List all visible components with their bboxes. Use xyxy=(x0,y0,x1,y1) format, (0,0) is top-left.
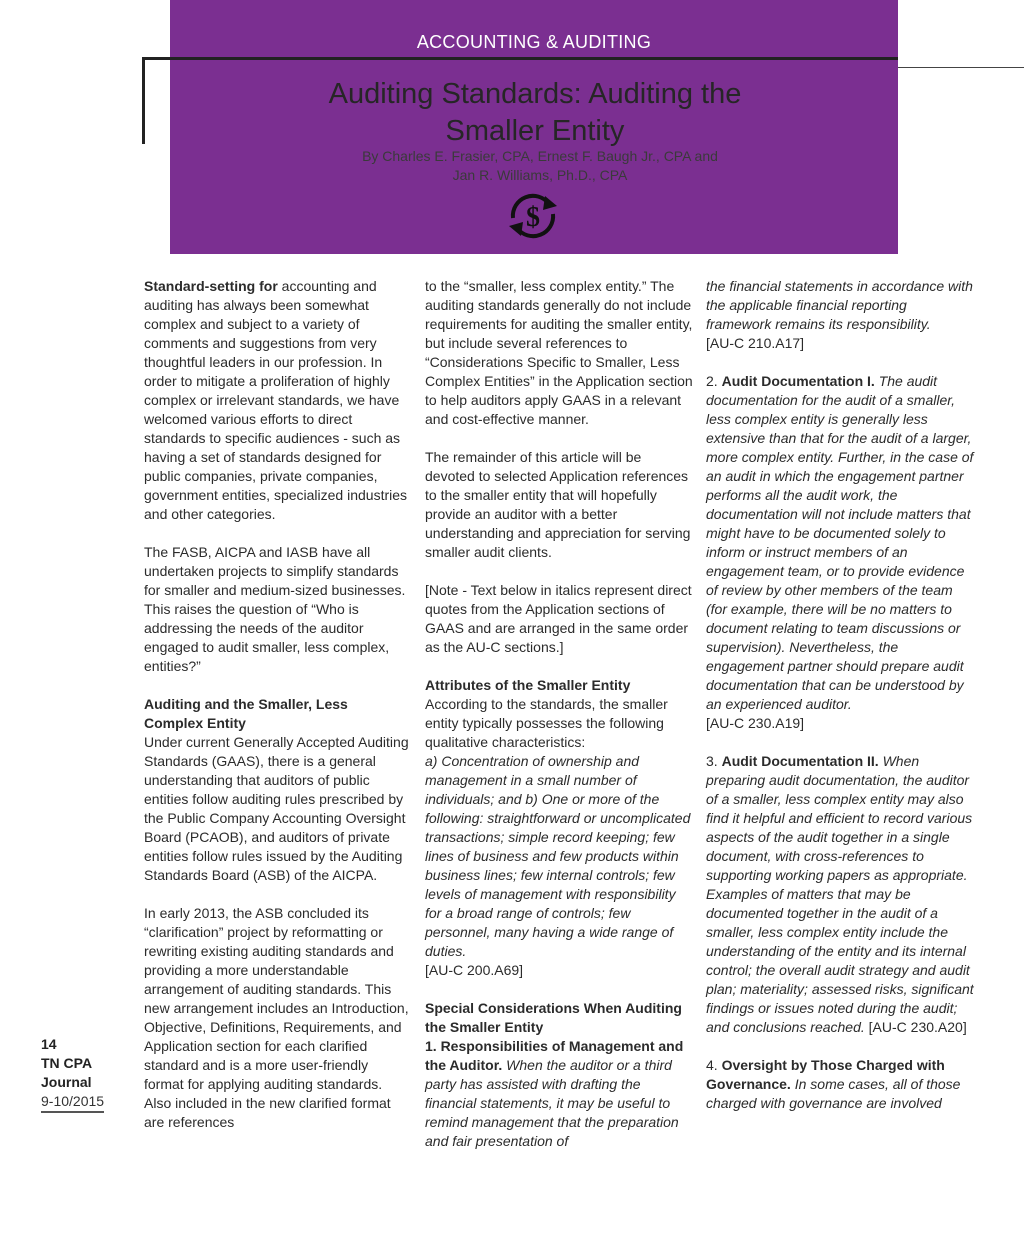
col3-ref-230-a20: [AU-C 230.A20] xyxy=(868,1019,967,1035)
byline xyxy=(330,147,750,185)
item3-number: 3. xyxy=(706,753,722,769)
col1-p1-text: accounting and auditing has always been somewhat complex and subject to a variety of comments and suggestions from very thoughtful leaders in our profession. In order to mitigate a proliferation of highly complex or irrelevant standards, we have welcomed various efforts to direct standards to specific audiences - such as having a set of standards designed for public companies, private companies, government entities, specialized industries and other categories. xyxy=(144,278,408,522)
byline-line-1: By Charles E. Frasier, CPA, Ernest F. Baugh Jr., CPA and xyxy=(362,148,718,164)
byline-line-2: Jan R. Williams, Ph.D., CPA xyxy=(452,167,628,183)
col3-quote-1: the financial statements in accordance with the applicable financial reporting framework remains its responsibility. xyxy=(706,278,973,332)
item3-label: Audit Documentation II. xyxy=(721,753,879,769)
title-line-2: Smaller Entity xyxy=(445,115,625,147)
item2-quote: The audit documentation for the audit of a smaller, less complex entity is generally less extensive than that for the audit of a larger, more complex entity. Further, in the case of an audit in which the engagement partner performs all the audit work, the documentation will not include matters that might have to be documented solely to inform or instruct members of an engagement team, or to provide evidence of review by other members of the team (for example, there will be no matters to document relating to team discussions or supervision). Nevertheless, the engagement partner should prepare audit documentation that can be understood by an experienced auditor. xyxy=(706,373,974,712)
publication-line-1: TN CPA xyxy=(41,1055,93,1071)
header-rule-right xyxy=(898,67,1024,68)
item4-number: 4. xyxy=(706,1057,722,1073)
col3-ref-210-a17: [AU-C 210.A17] xyxy=(706,335,805,351)
col1-paragraph-1 xyxy=(144,277,409,524)
header-corner-bracket xyxy=(142,57,145,144)
col2-paragraph-2: The remainder of this article will be devoted to selected Application references to the smaller entity that will hopefully provide an auditor with a better understanding and appreciation for serving smaller audit clients. xyxy=(425,449,691,560)
subheading-smaller-entity: Auditing and the Smaller, Less Complex Entity xyxy=(144,696,348,731)
col1-paragraph-4: In early 2013, the ASB concluded its “clarification” project by reformatting or rewriting existing auditing standards and providing a more understandable arrangement of auditing standards. This new arrangement includes an Introduction, Objective, Definitions, Requirements, and Application section for each clarified standard and is a more user-friendly format for applying auditing standards. Also included in the new clarified format are references xyxy=(144,905,409,1130)
item2-number: 2. xyxy=(706,373,722,389)
page-number: 14 xyxy=(41,1036,57,1052)
col2-paragraph-1: to the “smaller, less complex entity.” The auditing standards generally do not include requirements for auditing the smaller entity, but include several references to “Considerations Specific to Smaller, Less Complex Entities” in the Application section to help auditors apply GAAS in a relevant and cost-effective manner. xyxy=(425,278,693,427)
col1-paragraph-2: The FASB, AICPA and IASB have all undertaken projects to simplify standards for smaller and medium-sized businesses. This raises the question of “Who is addressing the needs of the auditor engaged to audit smaller, less complex, entities?” xyxy=(144,544,406,674)
col3-ref-230-a19: [AU-C 230.A19] xyxy=(706,715,805,731)
dollar-exchange-icon xyxy=(503,188,563,244)
col2-paragraph-4: According to the standards, the smaller entity typically possesses the following qualitative characteristics: xyxy=(425,696,668,750)
section-label: ACCOUNTING & AUDITING xyxy=(416,32,652,52)
subheading-attributes: Attributes of the Smaller Entity xyxy=(425,677,631,693)
col2-ref-200-a69: [AU-C 200.A69] xyxy=(425,962,524,978)
article-column-2 xyxy=(425,277,695,1151)
col1-paragraph-3: Under current Generally Accepted Auditing Standards (GAAS), there is a general understanding that auditors of public entities follow auditing rules prescribed by the Public Company Accounting Oversight Board (PCAOB), and auditors of private entities follow rules issued by the Auditing Standards Board (ASB) of the AICPA. xyxy=(144,734,409,883)
col2-item-1 xyxy=(425,1037,695,1151)
item1-quote: When the auditor or a third party has assisted with drafting the financial statements, it may be useful to remind management that the preparation and fair presentation of xyxy=(425,1057,679,1149)
item4-quote: In some cases, all of those charged with governance are involved xyxy=(706,1076,961,1111)
title-line-1: Auditing Standards: Auditing the xyxy=(328,78,742,110)
col3-item-3 xyxy=(706,752,976,1037)
item3-quote: When preparing audit documentation, the auditor of a smaller, less complex entity may also find it helpful and efficient to record various aspects of the audit together in a single document, with cross-references to supporting working papers as appropriate. Examples of matters that may be documented together in the audit of a smaller, less complex entity include the understanding of the entity and its internal control; the overall audit strategy and audit plan; materiality; assessed risks, significant findings or issues noted during the audit; and conclusions reached. xyxy=(706,753,974,1035)
col3-item-2 xyxy=(706,372,976,733)
item4-label: Oversight by Those Charged with Governance. xyxy=(706,1057,945,1092)
subheading-special-considerations: Special Considerations When Auditing the Smaller Entity xyxy=(425,1000,682,1035)
issue-date: 9-10/2015 xyxy=(41,1092,104,1113)
col2-quote-attributes: a) Concentration of ownership and management in a small number of individuals; and b) One or more of the following: straightforward or uncomplicated transactions; simple record keeping; few lines of business and few products within business lines; few internal controls; few levels of management with responsibility for a broad range of controls; few personnel, many having a wide range of duties. xyxy=(425,753,691,959)
article-title xyxy=(290,76,780,150)
col2-note: [Note - Text below in italics represent direct quotes from the Application sections of GAAS and are arranged in the same order as the AU-C sections.] xyxy=(425,582,692,655)
dollar-symbol: $ xyxy=(526,202,540,233)
col3-paragraph-1 xyxy=(706,277,976,353)
article-column-1 xyxy=(144,277,409,1132)
item2-label: Audit Documentation I. xyxy=(721,373,875,389)
lead-in: Standard-setting for xyxy=(144,278,278,294)
header-rule xyxy=(142,57,898,60)
article-column-3 xyxy=(706,277,976,1113)
item1-label: 1. Responsibilities of Management and the Auditor. xyxy=(425,1038,684,1073)
publication-line-2: Journal xyxy=(41,1074,92,1090)
col3-item-4 xyxy=(706,1056,976,1113)
page-folio xyxy=(41,1035,111,1113)
